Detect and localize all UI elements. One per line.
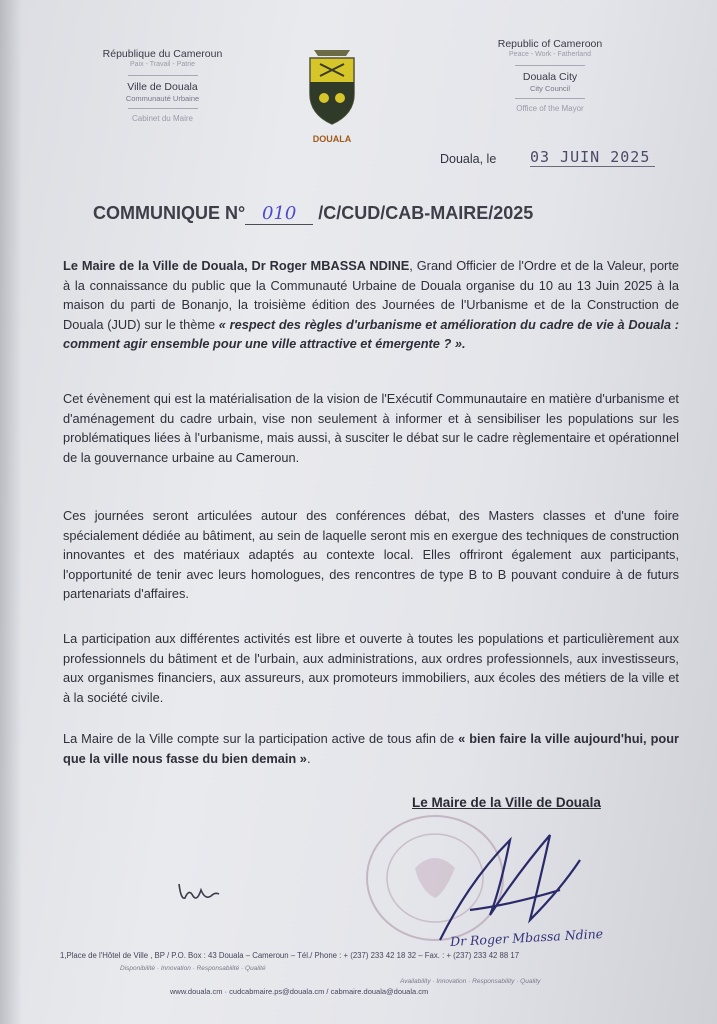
date-value: 03 JUIN 2025: [530, 148, 655, 167]
signatory-title: Le Maire de la Ville de Douala: [412, 795, 601, 810]
communique-title: [93, 203, 533, 225]
date-prefix: Douala, le: [440, 152, 497, 166]
page-shadow: [0, 0, 22, 1024]
paragraph-3: Ces journées seront articulées autour des conférences débat, des Masters classes et d'une foire spécialement dédiée au bâtiment, au sein de laquelle seront mis en exergue des techniques de construction innovantes et des matériaux adaptés au contexte local. Elles offriront également aux participants, l'opportunité de tenir avec leurs homologues, des rencontres de type B to B pouvant conduire à de futurs partenariats d'affaires.: [63, 508, 679, 601]
country-fr: République du Cameroun: [102, 48, 223, 60]
p5-end: .: [306, 750, 311, 766]
paragraph-1: [63, 256, 679, 354]
footer-values-fr: Disponibilité · Innovation · Responsabilité · Qualité: [120, 965, 266, 972]
country-en: Republic of Cameroon: [497, 38, 603, 50]
entity-fr: Communauté Urbaine: [125, 94, 200, 103]
office-en: Office of the Mayor: [516, 104, 584, 114]
motto-fr: Paix - Travail - Patrie: [130, 61, 195, 69]
motto-en: Peace - Work - Fatherland: [509, 51, 591, 59]
handwritten-initial: [175, 876, 225, 906]
date-line: [440, 148, 670, 166]
signatory-name: Dr Roger Mbassa Ndine: [449, 926, 604, 949]
mayor-name: Le Maire de la Ville de Douala, Dr Roger MBASSA NDINE: [63, 258, 410, 273]
header-left: [80, 48, 245, 124]
footer-address: 1,Place de l'Hôtel de Ville , BP / P.O. Box : 43 Douala – Cameroun – Tél./ Phone : + (237) 233 42 18 32 – Fax. : + (237) 233 42 88 17: [60, 951, 520, 960]
city-fr: Ville de Douala: [127, 80, 198, 93]
paragraph-2: Cet évènement qui est la matérialisation de la vision de l'Exécutif Communautaire en matière d'urbanisme et d'aménagement du cadre urbain, vise non seulement à informer et à sensibiliser les populations sur les problématiques liées à l'urbanisme, mais aussi, à susciter le débat sur le cadre règlementaire et opérationnel de la gouvernance urbaine au Cameroun.: [63, 391, 679, 465]
p5-text: La Maire de la Ville compte sur la participation active de tous afin de: [63, 731, 459, 746]
divider: [515, 65, 585, 66]
divider: [128, 108, 198, 109]
footer-contacts: www.douala.cm · cudcabmaire.ps@douala.cm / cabmaire.douala@douala.cm: [170, 987, 429, 996]
title-prefix: COMMUNIQUE N°: [93, 203, 246, 223]
douala-coat-of-arms-logo: [300, 42, 364, 147]
divider: [515, 98, 585, 99]
communique-number: 010: [245, 203, 313, 225]
entity-en: City Council: [529, 84, 570, 93]
divider: [128, 75, 198, 76]
slogan-text: « bien faire la ville aujourd'hui, pour que la ville nous fasse du bien demain »: [63, 731, 679, 766]
paragraph-4: La participation aux différentes activités est libre et ouverte à toutes les populations et particulièrement aux professionnels du bâtiment et de l'urbain, aux administrations, aux ordres professionnels, aux investisseurs, aux organismes financiers, aux assureurs, aux promoteurs immobiliers, aux écoles des métiers de la ville et à la société civile.: [63, 631, 679, 705]
city-en: Douala City: [522, 70, 578, 83]
footer-values-en: Availability · Innovation · Responsability · Quality: [400, 978, 541, 985]
title-suffix: /C/CUD/CAB-MAIRE/2025: [318, 203, 534, 223]
logo-text: DOUALA: [312, 134, 352, 144]
cabinet-fr: Cabinet du Maire: [132, 114, 193, 124]
header-right: [465, 38, 635, 114]
paragraph-5: [63, 729, 679, 768]
theme-text: « respect des règles d'urbanisme et amélioration du cadre de vie à Douala : comment agir ensemble pour une ville attractive et émergente ? ».: [63, 316, 679, 351]
p1-text: , Grand Officier de l'Ordre et de la Valeur, porte à la connaissance du public que la Communauté Urbaine de Douala organise du 10 au 13 Juin 2025 à la maison du parti de Bonanjo, la troisième édition des Journées de l'Urbanisme et de la Construction de Douala (JUD) sur le thème: [63, 258, 679, 332]
